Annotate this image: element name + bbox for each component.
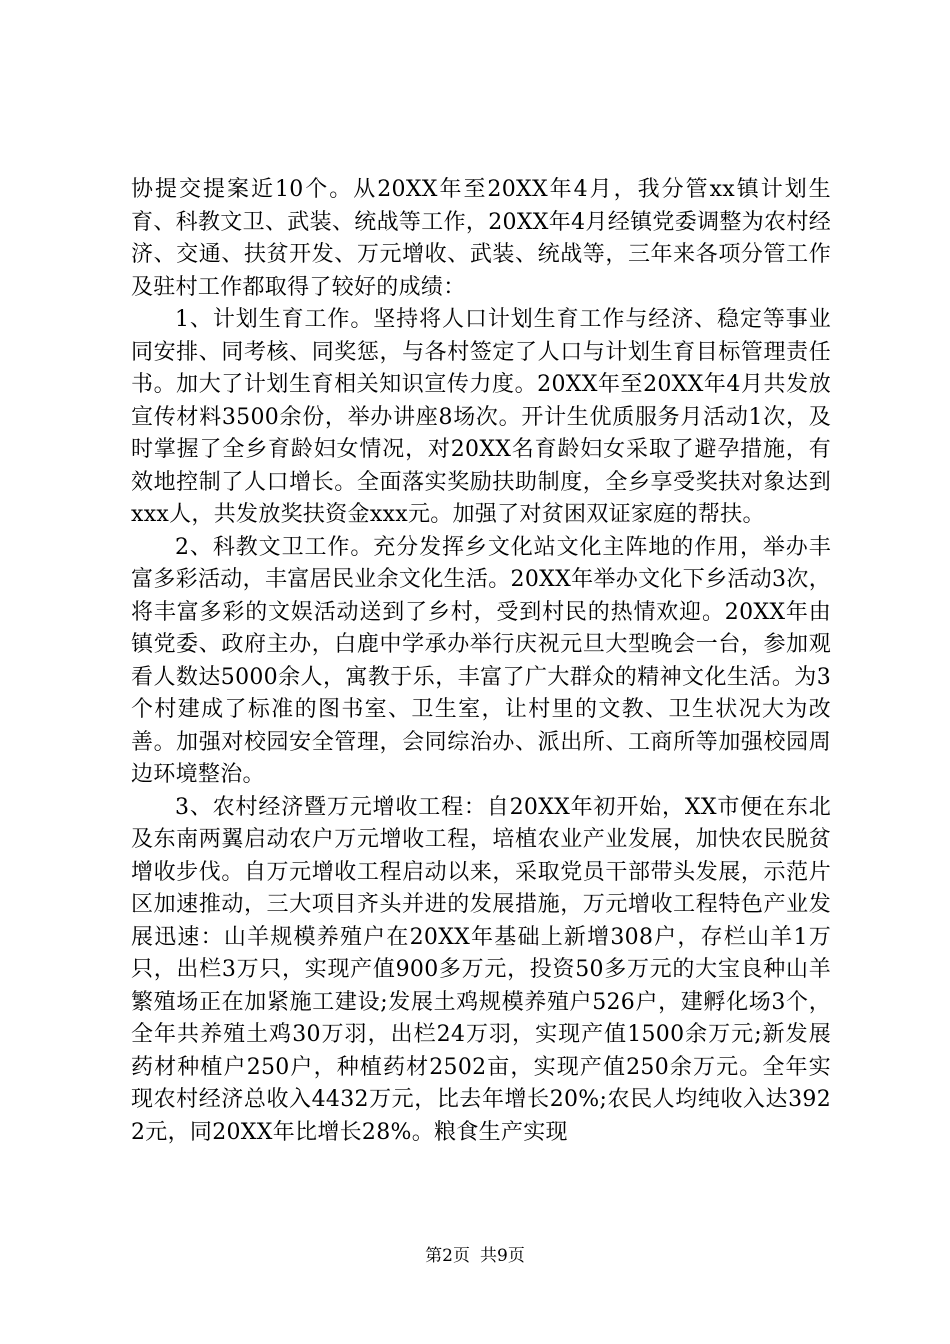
paragraph-continuation: 协提交提案近10个。从20XX年至20XX年4月，我分管xx镇计划生育、科教文卫、武装、统战等工作，20XX年4月经镇党委调整为农村经济、交通、扶贫开发、万元增收、武装、统战等，三年来各项分管工作及驻村工作都取得了较好的成绩：: [131, 177, 831, 300]
page-number: 第2页: [425, 1246, 470, 1266]
page-total: 共9页: [480, 1246, 525, 1266]
document-body: [131, 174, 831, 1149]
page-footer: [0, 1244, 950, 1268]
paragraph-rural-economy: 3、农村经济暨万元增收工程：自20XX年初开始，XX市便在东北及东南两翼启动农户万元增收工程，培植农业产业发展，加快农民脱贫增收步伐。自万元增收工程启动以来，采取党员干部带头发展，示范片区加速推动，三大项目齐头并进的发展措施，万元增收工程特色产业发展迅速：山羊规模养殖户在20XX年基础上新增308户，存栏山羊1万只，出栏3万只，实现产值900多万元，投资50多万元的大宝良种山羊繁殖场正在加紧施工建设;发展土鸡规模养殖户526户，建孵化场3个，全年共养殖土鸡30万羽，出栏24万羽，实现产值1500余万元;新发展药材种植户250户，种植药材2502亩，实现产值250余万元。全年实现农村经济总收入4432万元，比去年增长20%;农民人均纯收入达3922元，同20XX年比增长28%。粮食生产实现: [131, 794, 831, 1145]
paragraph-science-education-culture-health: 2、科教文卫工作。充分发挥乡文化站文化主阵地的作用，举办丰富多彩活动，丰富居民业余文化生活。20XX年举办文化下乡活动3次，将丰富多彩的文娱活动送到了乡村，受到村民的热情欢迎。20XX年由镇党委、政府主办，白鹿中学承办举行庆祝元旦大型晚会一台，参加观看人数达5000余人，寓教于乐，丰富了广大群众的精神文化生活。为3个村建成了标准的图书室、卫生室，让村里的文教、卫生状况大为改善。加强对校园安全管理，会同综治办、派出所、工商所等加强校园周边环境整治。: [131, 534, 831, 787]
paragraph-family-planning: 1、计划生育工作。坚持将人口计划生育工作与经济、稳定等事业同安排、同考核、同奖惩，与各村签定了人口与计划生育目标管理责任书。加大了计划生育相关知识宣传力度。20XX年至20XX年4月共发放宣传材料3500余份，举办讲座8场次。开计生优质服务月活动1次，及时掌握了全乡育龄妇女情况，对20XX名育龄妇女采取了避孕措施，有效地控制了人口增长。全面落实奖励扶助制度，全乡享受奖扶对象达到xxx人，共发放奖扶资金xxx元。加强了对贫困双证家庭的帮扶。: [131, 307, 831, 527]
